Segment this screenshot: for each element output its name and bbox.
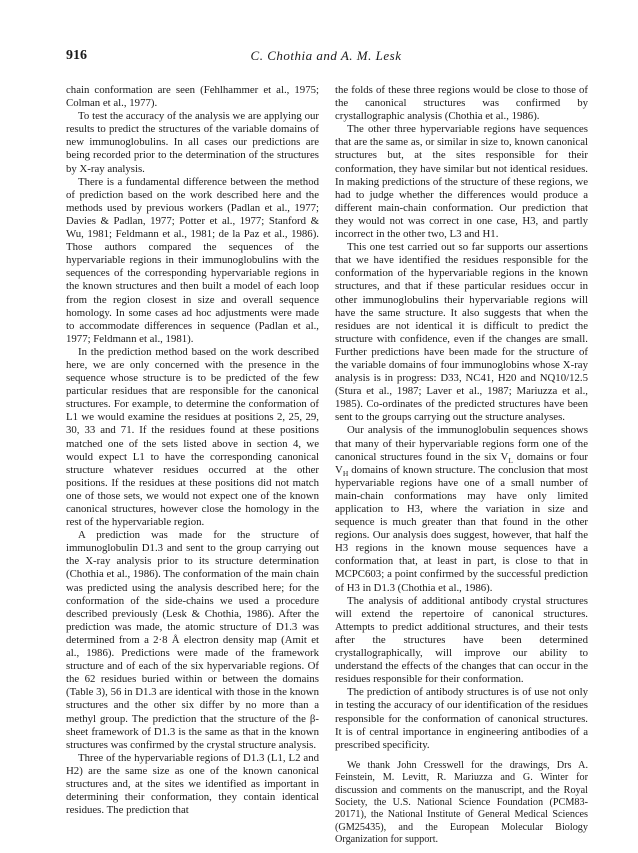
left-text-column bbox=[66, 84, 319, 817]
paragraph: The analysis of additional antibody crystal structures will extend the repertoire of canonical structures. Attempts to predict additional structures, and their tests after the structures have been determined crystallographically, will improve our ability to understand the effects of the changes that can occur in the residues responsible for their conformation. bbox=[335, 594, 588, 686]
paragraph: To test the accuracy of the analysis we are applying our results to predict the structures of the variable domains of new immunoglobulins. In all cases our predictions are being recorded prior to the determination of the structures by X-ray analysis. bbox=[66, 110, 319, 175]
paragraph: Our analysis of the immunoglobulin sequences shows that many of their hypervariable regions form one of the canonical structures found in the six $V_L$ domains or four $V_H$ domains of known structure. The conclusion that most hypervariable regions have one of a small number of main-chain conformations may have only limited application to H3, where the variation in size and sequence is much greater than that found in the other regions. Our analysis does suggest, however, that half the H3 regions in the known mouse sequences have a conformation that, at least in part, is close to that in MCPC603; a point confirmed by the successful prediction of H3 in D1.3 (Chothia et al., 1986). bbox=[335, 424, 589, 594]
paragraph: The other three hypervariable regions have sequences that are the same as, or similar in size to, known canonical structures but, at the sites responsible for their conformation, they have similar but not identical residues. In making predictions of the structure of these regions, we had to judge whether the differences would produce a different main-chain conformation. Our prediction that they would not was correct in one case, H3, and partly incorrect in the other two, L3 and H1. bbox=[335, 123, 588, 241]
paragraph: chain conformation are seen (Fehlhammer et al., 1975; Colman et al., 1977). bbox=[66, 84, 319, 110]
paragraph: the folds of these three regions would be close to those of the canonical structures was confirmed by crystallographic analysis (Chothia et al., 1986). bbox=[335, 84, 588, 123]
page-number: 916 bbox=[66, 48, 87, 63]
paragraph: This one test carried out so far supports our assertions that we have identified the residues responsible for the conformation of the hypervariable regions in the known structures, and that if these particular residues occur in other immunoglobulins their hypervariable regions will have the same structure. It also suggests that when the residues are not identical it is difficult to predict the structure with confidence, even if the changes are small. Further predictions have been made for the structure of the variable domains of four immunoglobins whose X-ray analysis is in progress: D33, NC41, H20 and NQ10/12.5 (Stura et al., 1987; Laver et al., 1987; Mariuzza et al., 1985). Co-ordinates of the predicted structures have been sent to the groups carrying out the structure analyses. bbox=[335, 241, 588, 424]
right-column-body bbox=[335, 84, 588, 752]
right-text-column bbox=[335, 84, 588, 847]
acknowledgement: We thank John Cresswell for the drawings, Drs A. Feinstein, M. Levitt, R. Mariuzza and G. Winter for discussion and comments on the manuscript, and the Royal Society, the U.S. National Science Foundation (PCM83-20171), the National Institute of General Medical Sciences (GM25435), and the European Molecular Biology Organization for support. bbox=[335, 759, 588, 846]
paragraph: In the prediction method based on the work described here, we are only concerned with the presence in the sequence whose structure is to be predicted of the few particular residues that are responsible for the canonical structures. For example, to determine the conformation of L1 we would examine the residues at positions 2, 25, 29, 30, 33 and 71. If the residues found at these positions matched one of the sets listed above in section 4, we would expect L1 to have the corresponding canonical structure whatever residues occurred at the other positions. If the residues at these positions did not match one of those sets, we would not expect one of the known canonical structures, however close the homology in the rest of the hypervariable region. bbox=[66, 345, 319, 529]
paragraph: A prediction was made for the structure of immunoglobulin D1.3 and sent to the group carrying out the X-ray analysis prior to its structure determination (Chothia et al., 1986). The conformation of the main chain was predicted using the analysis described here; for the conformation of the side-chains we used a procedure described previously (Lesk & Chothia, 1986). After the prediction was made, the atomic structure of D1.3 was determined from a 2·8 Å electron density map (Amit et al., 1986). Predictions were made of the framework structure and of each of the six hypervariable regions. Of the 62 residues buried within or between the domains (Table 3), 56 in D1.3 are identical with those in the known structures and the other six differ by no more than a methyl group. The prediction that the structure of the β-sheet framework of D1.3 is the same as that in the known structures was confirmed by the crystal structure analysis. bbox=[66, 529, 319, 751]
running-head: C. Chothia and A. M. Lesk bbox=[250, 48, 402, 63]
page-header bbox=[66, 48, 586, 68]
paragraph: The prediction of antibody structures is of use not only in testing the accuracy of our identification of the residues responsible for the conformation of canonical structures. It is of central importance in engineering antibodies of a prescribed specificity. bbox=[335, 686, 588, 751]
paragraph: There is a fundamental difference between the method of prediction based on the work described here and the methods used by previous workers (Padlan et al., 1977; Davies & Padlan, 1977; Potter et al., 1977; Stanford & Wu, 1981; Feldmann et al., 1981; de la Paz et al., 1986). Those authors compared the sequences of the hypervariable regions in their immunoglobulins with the sequences of the corresponding hypervariable regions in the known structures and then built a model of each loop from the region closest in size and overall sequence homology. In some cases ad hoc adjustments were made to accommodate differences in sequence (Padlan et al., 1977; Feldmann et al., 1981). bbox=[66, 175, 319, 345]
paragraph: Three of the hypervariable regions of D1.3 (L1, L2 and H2) are the same size as one of the known canonical structures and, at the sites we identified as important in determining their conformation, they contain identical residues. The prediction that bbox=[66, 751, 319, 817]
